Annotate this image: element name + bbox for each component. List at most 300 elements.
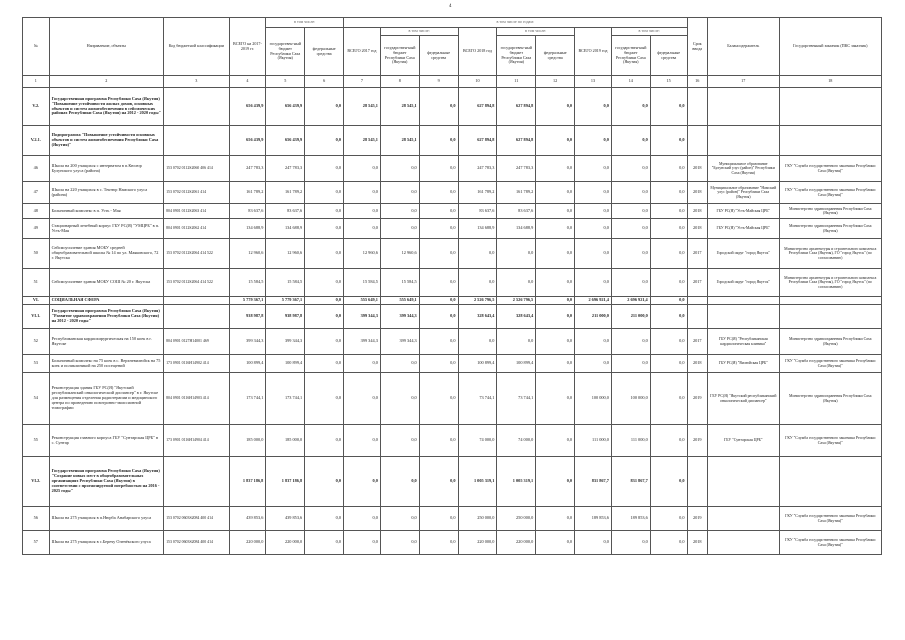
- state-customer: [779, 88, 881, 126]
- total-2017: 0,0: [344, 373, 381, 425]
- total-2017: 0,0: [344, 219, 381, 239]
- state-budget-2018: 250 000,0: [497, 507, 536, 531]
- state-budget-amount: 1 837 186,8: [266, 457, 305, 507]
- table-row: [23, 425, 882, 457]
- federal-2019: 0,0: [650, 204, 687, 219]
- budget-code: 153 0702 0112S2064 414 522: [164, 269, 229, 297]
- column-number: 5: [266, 76, 305, 88]
- column-number: 10: [458, 76, 497, 88]
- state-budget-2018: 1 005 319,1: [497, 457, 536, 507]
- state-customer: Министерство здравоохранения Республики Саха (Якутия): [779, 373, 881, 425]
- total-2017: 555 649,1: [344, 297, 381, 305]
- column-number: 6: [305, 76, 344, 88]
- total-amount: 15 584,5: [229, 269, 266, 297]
- header-2017-in: в том числе:: [380, 28, 458, 36]
- state-budget-amount: 12 960,6: [266, 239, 305, 269]
- row-number: 51: [23, 269, 50, 297]
- federal-2017: 0,0: [419, 269, 458, 297]
- row-number: 49: [23, 219, 50, 239]
- state-budget-2018: 220 000,0: [497, 531, 536, 555]
- budget-code: 153 0702 0603S2084 400 414: [164, 507, 229, 531]
- table-row: [23, 507, 882, 531]
- total-2019: 0,0: [575, 88, 612, 126]
- object-name: Сейсмоусиление здания МОБУ СОШ № 20 г. Якутска: [49, 269, 164, 297]
- federal-2019: 0,0: [650, 373, 687, 425]
- state-budget-2019: 0,0: [611, 126, 650, 156]
- total-2019: 111 000,0: [575, 425, 612, 457]
- table-row: [23, 269, 882, 297]
- federal-2018: 0,0: [536, 355, 575, 373]
- balance-holder: Городской округ "город Якутск": [707, 239, 779, 269]
- budget-code: 804 0901 0112S2062 414: [164, 219, 229, 239]
- state-budget-amount: 5 779 367,1: [266, 297, 305, 305]
- object-name: Школа на 220 учащихся в с. Тектюр Намского улуса (района): [49, 182, 164, 204]
- total-2018: 1 005 319,1: [458, 457, 497, 507]
- object-name: Стационарный лечебный корпус ГБУ РС(Я) "УМЦРБ" в п. Усть-Мая: [49, 219, 164, 239]
- total-2017: 399 344,3: [344, 329, 381, 355]
- federal-2017: 0,0: [419, 297, 458, 305]
- federal-2018: 0,0: [536, 329, 575, 355]
- total-amount: 656 439,9: [229, 88, 266, 126]
- state-budget-amount: 656 439,9: [266, 88, 305, 126]
- column-number: 4: [229, 76, 266, 88]
- federal-amount: 0,0: [305, 373, 344, 425]
- row-number: 46: [23, 156, 50, 182]
- total-2018: 74 000,0: [458, 425, 497, 457]
- table-row: [23, 531, 882, 555]
- federal-2019: 0,0: [650, 457, 687, 507]
- total-2018: 0,0: [458, 269, 497, 297]
- state-budget-2019: 100 000,0: [611, 373, 650, 425]
- commission-year: [687, 305, 707, 329]
- budget-code: [164, 88, 229, 126]
- row-number: 47: [23, 182, 50, 204]
- state-budget-amount: 220 000,0: [266, 531, 305, 555]
- federal-2017: 0,0: [419, 88, 458, 126]
- state-budget-2019: 0,0: [611, 531, 650, 555]
- total-2019: 831 867,7: [575, 457, 612, 507]
- column-number: 2: [49, 76, 164, 88]
- total-2018: 100 899,4: [458, 355, 497, 373]
- section-row: [23, 88, 882, 126]
- header-no: №: [23, 18, 50, 76]
- total-2019: 0,0: [575, 239, 612, 269]
- total-2019: 100 000,0: [575, 373, 612, 425]
- balance-holder: [707, 457, 779, 507]
- state-budget-2017: 555 649,1: [380, 297, 419, 305]
- total-2019: 0,0: [575, 269, 612, 297]
- state-budget-2019: 0,0: [611, 355, 650, 373]
- state-budget-2017: 399 344,3: [380, 305, 419, 329]
- state-budget-2019: 0,0: [611, 269, 650, 297]
- federal-2019: 0,0: [650, 425, 687, 457]
- total-2017: 0,0: [344, 204, 381, 219]
- state-budget-2018: 328 643,4: [497, 305, 536, 329]
- commission-year: 2019: [687, 373, 707, 425]
- state-budget-amount: 656 439,9: [266, 126, 305, 156]
- header-term: Срок ввода: [687, 18, 707, 76]
- federal-2018: 0,0: [536, 239, 575, 269]
- state-budget-2019: 111 000,0: [611, 425, 650, 457]
- total-2018: 0,0: [458, 239, 497, 269]
- federal-2017: 0,0: [419, 182, 458, 204]
- state-customer: ГКУ "Служба государственного заказчика Республики Саха (Якутия)": [779, 425, 881, 457]
- object-name: Подпрограмма "Повышение устойчивости основных объектов и систем жизнеобеспечения Республики Саха (Якутия)": [49, 126, 164, 156]
- object-name: Реконструкция здания ГБУ РС(Я) "Якутский республиканский онкологический диспансер" в г. Якутске для размещения отделения радиотерапии и медицинского центра по проведению позитронно-эмиссионной томографии: [49, 373, 164, 425]
- total-amount: 83 637,6: [229, 204, 266, 219]
- header-total-2018: ВСЕГО 2018 год: [458, 28, 497, 76]
- federal-2017: 0,0: [419, 204, 458, 219]
- commission-year: 2018: [687, 531, 707, 555]
- total-amount: 5 779 367,1: [229, 297, 266, 305]
- balance-holder: ГБУ РС(Я) "Вилюйская ЦРБ": [707, 355, 779, 373]
- column-number: 16: [687, 76, 707, 88]
- commission-year: [687, 126, 707, 156]
- page-number: 4: [449, 4, 452, 9]
- total-2019: 0,0: [575, 531, 612, 555]
- federal-amount: 0,0: [305, 457, 344, 507]
- object-name: СОЦИАЛЬНАЯ СФЕРА: [49, 297, 164, 305]
- federal-2017: 0,0: [419, 531, 458, 555]
- object-name: Больничный комплекс на 75 коек в с. Верхневилюйск на 75 коек и поликлиникой на 250 посещений: [49, 355, 164, 373]
- total-2017: 12 960,6: [344, 239, 381, 269]
- state-budget-2019: 0,0: [611, 182, 650, 204]
- federal-2017: 0,0: [419, 126, 458, 156]
- federal-2019: 0,0: [650, 329, 687, 355]
- budget-code: 153 0702 0112S2060 406 414: [164, 156, 229, 182]
- total-2017: 0,0: [344, 507, 381, 531]
- row-number: 56: [23, 507, 50, 531]
- balance-holder: [707, 88, 779, 126]
- object-name: Республиканская кардиохирургическая на 150 коек в г. Якутске: [49, 329, 164, 355]
- balance-holder: ГБУ РС(Я) "Усть-Майская ЦРБ": [707, 204, 779, 219]
- federal-2019: 0,0: [650, 269, 687, 297]
- federal-amount: 0,0: [305, 329, 344, 355]
- state-budget-2017: 0,0: [380, 425, 419, 457]
- federal-2019: 0,0: [650, 219, 687, 239]
- state-budget-2018: 247 783,3: [497, 156, 536, 182]
- column-number: 8: [380, 76, 419, 88]
- federal-amount: 0,0: [305, 204, 344, 219]
- balance-holder: Городской округ "город Якутск": [707, 269, 779, 297]
- row-number: 54: [23, 373, 50, 425]
- row-number: VI.2.: [23, 457, 50, 507]
- row-number: VI.: [23, 297, 50, 305]
- state-budget-amount: 173 744,1: [266, 373, 305, 425]
- state-budget-amount: 161 789,2: [266, 182, 305, 204]
- budget-code: [164, 126, 229, 156]
- state-budget-amount: 185 000,0: [266, 425, 305, 457]
- row-number: 52: [23, 329, 50, 355]
- commission-year: 2018: [687, 219, 707, 239]
- total-2019: 0,0: [575, 204, 612, 219]
- federal-2019: 0,0: [650, 507, 687, 531]
- federal-2019: 0,0: [650, 239, 687, 269]
- federal-amount: 0,0: [305, 88, 344, 126]
- balance-holder: ГБУ РС(Я) "Якутский республиканский онкологический диспансер": [707, 373, 779, 425]
- federal-2018: 0,0: [536, 457, 575, 507]
- state-budget-2019: 0,0: [611, 88, 650, 126]
- total-2018: 73 744,1: [458, 373, 497, 425]
- row-number: 53: [23, 355, 50, 373]
- federal-amount: 0,0: [305, 355, 344, 373]
- table-row: [23, 156, 882, 182]
- object-name: Реконструкция главного корпуса ГБУ "Сунтарская ЦРБ" в с. Сунтар: [49, 425, 164, 457]
- header-code: Код бюджетной классификации: [164, 18, 229, 76]
- commission-year: 2018: [687, 156, 707, 182]
- federal-amount: 0,0: [305, 531, 344, 555]
- federal-amount: 0,0: [305, 305, 344, 329]
- total-2018: 134 688,9: [458, 219, 497, 239]
- section-row: [23, 126, 882, 156]
- column-number: 17: [707, 76, 779, 88]
- table-row: [23, 373, 882, 425]
- federal-2018: 0,0: [536, 126, 575, 156]
- header-gb-2019: государствен-ный бюджет Республики Саха (Якутия): [611, 36, 650, 76]
- row-number: 48: [23, 204, 50, 219]
- total-2018: 627 894,8: [458, 88, 497, 126]
- total-2018: 0,0: [458, 329, 497, 355]
- total-2017: 28 545,1: [344, 88, 381, 126]
- federal-amount: 0,0: [305, 219, 344, 239]
- row-number: V.2.: [23, 88, 50, 126]
- commission-year: 2018: [687, 355, 707, 373]
- state-budget-2017: 28 545,1: [380, 88, 419, 126]
- budget-code: 804 0901 0112S2063 414: [164, 204, 229, 219]
- balance-holder: [707, 126, 779, 156]
- federal-2019: 0,0: [650, 126, 687, 156]
- state-budget-2018: 74 000,0: [497, 425, 536, 457]
- budget-code: 153 0702 0112S2061 414: [164, 182, 229, 204]
- budget-code: [164, 305, 229, 329]
- header-name: Направление, объекты: [49, 18, 164, 76]
- federal-2019: 0,0: [650, 156, 687, 182]
- federal-2018: 0,0: [536, 88, 575, 126]
- federal-amount: 0,0: [305, 507, 344, 531]
- total-amount: 12 960,6: [229, 239, 266, 269]
- column-number: 1: [23, 76, 50, 88]
- federal-2017: 0,0: [419, 305, 458, 329]
- commission-year: 2017: [687, 239, 707, 269]
- total-2018: 2 526 796,5: [458, 297, 497, 305]
- state-budget-2018: 0,0: [497, 269, 536, 297]
- state-budget-2017: 399 344,3: [380, 329, 419, 355]
- header-total-2017: ВСЕГО 2017 год: [344, 28, 381, 76]
- state-customer: ГКУ "Служба государственного заказчика Республики Саха (Якутия)": [779, 355, 881, 373]
- state-budget-2017: 0,0: [380, 219, 419, 239]
- table-row: [23, 182, 882, 204]
- federal-2019: 0,0: [650, 88, 687, 126]
- state-budget-amount: 100 899,4: [266, 355, 305, 373]
- commission-year: 2019: [687, 507, 707, 531]
- commission-year: [687, 297, 707, 305]
- section-row: [23, 305, 882, 329]
- federal-amount: 0,0: [305, 425, 344, 457]
- state-customer: ГКУ "Служба государственного заказчика Республики Саха (Якутия)": [779, 156, 881, 182]
- header-2019-in: в том числе:: [611, 28, 687, 36]
- total-amount: 220 000,0: [229, 531, 266, 555]
- column-number: 14: [611, 76, 650, 88]
- balance-holder: ГБУ "Сунтарская ЦРБ": [707, 425, 779, 457]
- state-budget-2018: 0,0: [497, 329, 536, 355]
- federal-2017: 0,0: [419, 156, 458, 182]
- balance-holder: ГБУ РС(Я) "Усть-Майская ЦРБ": [707, 219, 779, 239]
- header-customer: Балансодержатель: [707, 18, 779, 76]
- total-2017: 0,0: [344, 425, 381, 457]
- total-2018: 247 783,3: [458, 156, 497, 182]
- state-budget-2018: 161 789,2: [497, 182, 536, 204]
- federal-2017: 0,0: [419, 355, 458, 373]
- state-budget-2018: 73 744,1: [497, 373, 536, 425]
- federal-2019: 0,0: [650, 531, 687, 555]
- total-2017: 399 344,3: [344, 305, 381, 329]
- section-row: [23, 457, 882, 507]
- state-customer: Министерство архитектуры и строительного комплекса Республики Саха (Якутия), ГО "город Якутск" (по согласованию): [779, 269, 881, 297]
- budget-code: [164, 457, 229, 507]
- budget-code: 153 0702 0112S2064 414 522: [164, 239, 229, 269]
- commission-year: 2017: [687, 269, 707, 297]
- row-number: VI.1.: [23, 305, 50, 329]
- header-total-2019: ВСЕГО 2019 год: [575, 28, 612, 76]
- federal-2018: 0,0: [536, 425, 575, 457]
- row-number: V.2.1.: [23, 126, 50, 156]
- total-2018: 161 789,2: [458, 182, 497, 204]
- state-customer: [779, 297, 881, 305]
- object-name: Сейсмоусиление здания МОБУ средней общеобразовательной школы № 14 по ул. Маяковского, 72 г. Якутска: [49, 239, 164, 269]
- total-2017: 0,0: [344, 182, 381, 204]
- total-2018: 627 894,8: [458, 126, 497, 156]
- federal-2018: 0,0: [536, 507, 575, 531]
- object-name: Государственная программа Республики Саха (Якутия) "Повышение устойчивости жилых домов, основных объектов и систем жизнеобеспечения в сейсмических районах Республики Саха (Якутия) на 2012 - 2020 годы": [49, 88, 164, 126]
- balance-holder: [707, 297, 779, 305]
- federal-2018: 0,0: [536, 297, 575, 305]
- object-name: Школа на 275 учащихся в п.Нюрба Анабарского улуса: [49, 507, 164, 531]
- federal-amount: 0,0: [305, 156, 344, 182]
- federal-2019: 0,0: [650, 297, 687, 305]
- total-2019: 0,0: [575, 156, 612, 182]
- table-row: [23, 239, 882, 269]
- commission-year: [687, 457, 707, 507]
- state-budget-2017: 0,0: [380, 507, 419, 531]
- state-customer: Министерство здравоохранения Республики Саха (Якутия): [779, 219, 881, 239]
- state-budget-amount: 399 344,3: [266, 329, 305, 355]
- budget-code: 804 0901 0116H14903 414: [164, 373, 229, 425]
- total-2018: 220 000,0: [458, 531, 497, 555]
- total-2019: 0,0: [575, 329, 612, 355]
- federal-2018: 0,0: [536, 373, 575, 425]
- row-number: 55: [23, 425, 50, 457]
- state-budget-2019: 0,0: [611, 156, 650, 182]
- table-row: [23, 329, 882, 355]
- budget-code: 804 0901 0127H14001 469: [164, 329, 229, 355]
- state-budget-2018: 83 637,6: [497, 204, 536, 219]
- state-budget-2019: 189 853,6: [611, 507, 650, 531]
- state-budget-amount: 938 987,8: [266, 305, 305, 329]
- state-budget-2019: 0,0: [611, 329, 650, 355]
- total-amount: 100 899,4: [229, 355, 266, 373]
- state-budget-amount: 247 783,3: [266, 156, 305, 182]
- total-amount: 247 783,3: [229, 156, 266, 182]
- budget-code: 153 0702 0603S2084 400 414: [164, 531, 229, 555]
- header-total: ВСЕГО на 2017-2019 гг.: [229, 18, 266, 76]
- table-row: [23, 204, 882, 219]
- federal-2018: 0,0: [536, 305, 575, 329]
- state-customer: ГКУ "Служба государственного заказчика Республики Саха (Якутия)": [779, 531, 881, 555]
- header-in-that-number: в том числе:: [266, 18, 344, 28]
- column-number: 9: [419, 76, 458, 88]
- state-budget-2017: 0,0: [380, 204, 419, 219]
- state-budget-2017: 0,0: [380, 531, 419, 555]
- header-state-customer: Государственный заказчик (ПКС заказчик): [779, 18, 881, 76]
- federal-2019: 0,0: [650, 182, 687, 204]
- federal-2018: 0,0: [536, 182, 575, 204]
- header-gb-2018: государствен-ный бюджет Республики Саха (Якутия): [497, 36, 536, 76]
- state-budget-2017: 28 545,1: [380, 126, 419, 156]
- state-budget-2019: 831 867,7: [611, 457, 650, 507]
- header-fed-2019: федеральные средства: [650, 36, 687, 76]
- federal-amount: 0,0: [305, 239, 344, 269]
- balance-holder: [707, 305, 779, 329]
- state-budget-2017: 0,0: [380, 156, 419, 182]
- total-2017: 15 584,5: [344, 269, 381, 297]
- table-row: [23, 219, 882, 239]
- total-amount: 185 000,0: [229, 425, 266, 457]
- state-customer: ГКУ "Служба государственного заказчика Республики Саха (Якутия)": [779, 182, 881, 204]
- balance-holder: [707, 507, 779, 531]
- federal-amount: 0,0: [305, 126, 344, 156]
- state-budget-2019: 0,0: [611, 239, 650, 269]
- federal-2018: 0,0: [536, 531, 575, 555]
- header-fed-2018: федеральные средства: [536, 36, 575, 76]
- state-budget-2017: 0,0: [380, 373, 419, 425]
- header-fed-2017: федеральные средства: [419, 36, 458, 76]
- federal-2019: 0,0: [650, 305, 687, 329]
- state-customer: Министерство здравоохранения Республики Саха (Якутия): [779, 204, 881, 219]
- federal-2017: 0,0: [419, 239, 458, 269]
- budget-code: 173 0901 0116H14902 414: [164, 355, 229, 373]
- state-budget-2017: 0,0: [380, 457, 419, 507]
- state-budget-amount: 134 688,9: [266, 219, 305, 239]
- total-2018: 83 637,6: [458, 204, 497, 219]
- column-number: 12: [536, 76, 575, 88]
- federal-2018: 0,0: [536, 269, 575, 297]
- federal-2017: 0,0: [419, 425, 458, 457]
- federal-2019: 0,0: [650, 355, 687, 373]
- total-2019: 0,0: [575, 219, 612, 239]
- total-amount: 656 439,9: [229, 126, 266, 156]
- table-row: [23, 355, 882, 373]
- total-amount: 134 688,9: [229, 219, 266, 239]
- row-number: 57: [23, 531, 50, 555]
- state-budget-2018: 134 688,9: [497, 219, 536, 239]
- balance-holder: Муниципальное образование "Намский улус (район)" Республики Саха (Якутия): [707, 182, 779, 204]
- state-customer: [779, 457, 881, 507]
- header-state-budget: государствен-ный бюджет Республики Саха (Якутия): [266, 28, 305, 76]
- column-number: 7: [344, 76, 381, 88]
- header-by-years: в том числе по годам:: [344, 18, 688, 28]
- federal-2018: 0,0: [536, 204, 575, 219]
- commission-year: 2018: [687, 182, 707, 204]
- state-customer: ГКУ "Служба государственного заказчика Республики Саха (Якутия)": [779, 507, 881, 531]
- total-amount: 439 853,6: [229, 507, 266, 531]
- total-2019: 2 696 921,4: [575, 297, 612, 305]
- state-budget-2018: 100 899,4: [497, 355, 536, 373]
- state-budget-2018: 2 526 796,5: [497, 297, 536, 305]
- total-2019: 189 853,6: [575, 507, 612, 531]
- state-budget-2018: 627 894,8: [497, 126, 536, 156]
- total-2019: 211 000,0: [575, 305, 612, 329]
- total-2017: 0,0: [344, 156, 381, 182]
